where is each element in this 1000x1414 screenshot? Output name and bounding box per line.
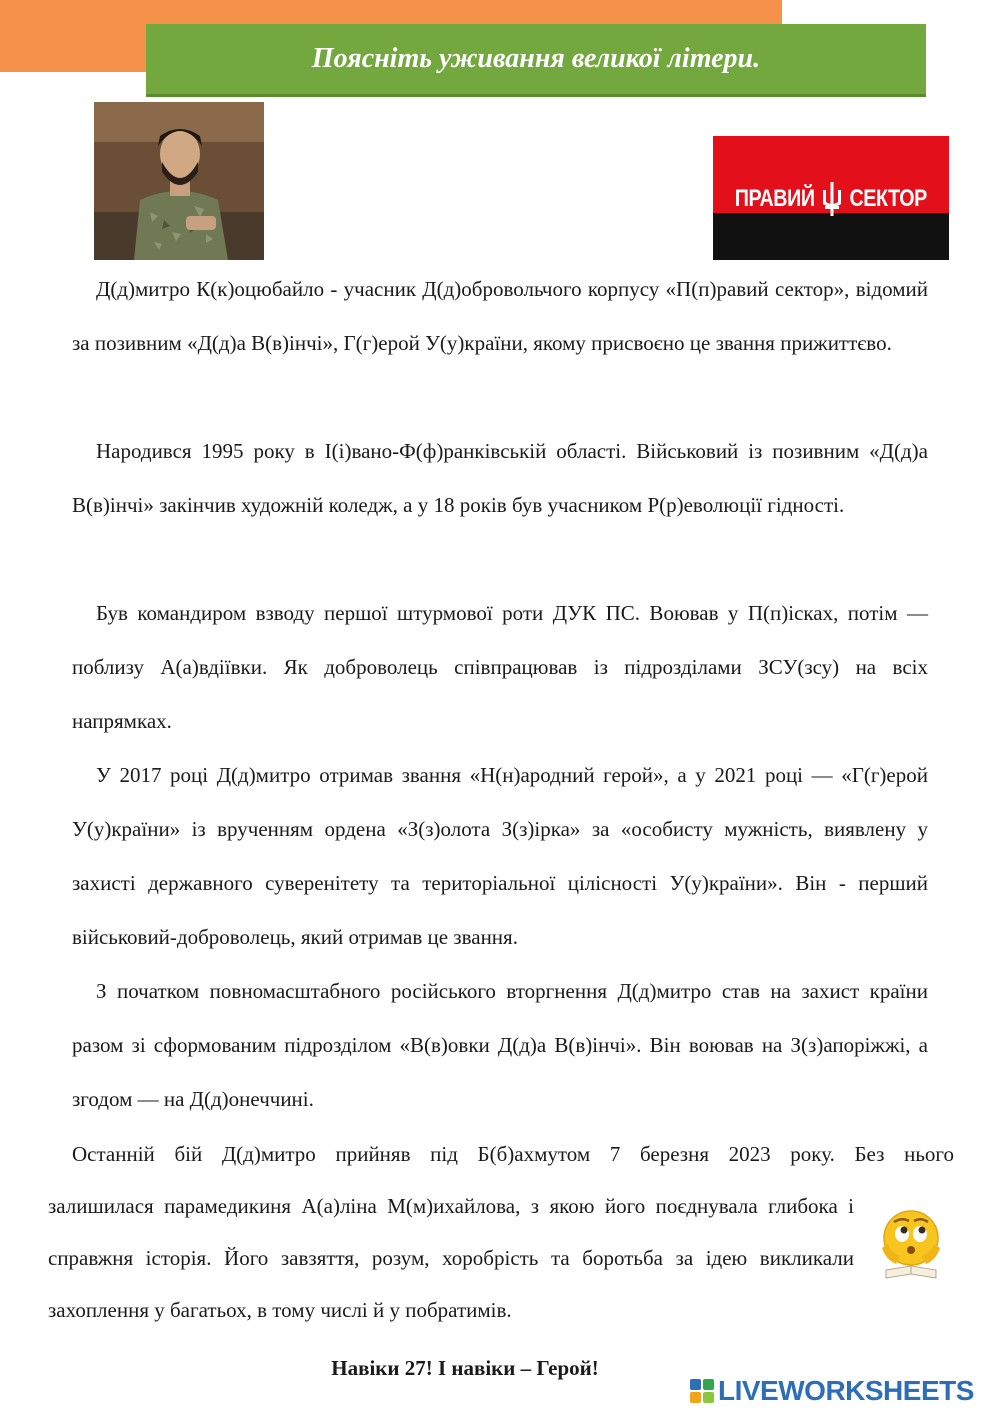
liveworksheets-blocks-icon (690, 1379, 714, 1403)
pravyi-sektor-logo (713, 136, 949, 260)
paragraph-6 (48, 1128, 954, 1336)
liveworksheets-watermark (690, 1374, 974, 1408)
paragraph-6-rest: залишилася парамедикиня А(а)ліна М(м)ихайлова, з якою його поєднувала глибока і справжня історія. Його завзяття, розум, хоробрість та боротьба за ідею викликали захоплення у багатьох, в тому числі й у побратимів. (48, 1194, 854, 1322)
page-title: Поясніть уживання великої літери. (311, 43, 761, 74)
closing-motto: Навіки 27! І навіки – Герой! (331, 1356, 599, 1380)
paragraph-2: Народився 1995 року в І(і)вано-Ф(ф)ранківській області. Військовий із позивним «Д(д)а В(в)інчі» закінчив художній коледж, а у 18 років був учасником Р(р)еволюції гідності. (72, 439, 928, 517)
paragraph-1: Д(д)митро К(к)оцюбайло - учасник Д(д)обровольчого корпусу «П(п)равий сектор», відомий за позивним «Д(д)а В(в)інчі», Г(г)ерой У(у)країни, якому присвоєно це звання прижиттєво. (72, 277, 928, 355)
trident-sword-icon (819, 182, 845, 216)
paragraph-1-block (72, 262, 928, 370)
logo-left-word: ПРАВИЙ (734, 185, 815, 212)
thinking-face-icon (878, 1208, 944, 1280)
paragraph-6-first-line: Останній бій Д(д)митро прийняв під Б(б)ахмутом 7 березня 2023 року. Без нього (72, 1142, 954, 1166)
paragraph-4-block (72, 748, 928, 964)
paragraph-5: З початком повномасштабного російського вторгнення Д(д)митро став на захист країни разом зі сформованим підрозділом «В(в)овки Д(д)а В(в)інчі». Він воював на З(з)апоріжжі, а згодом — на Д(д)онеччині. (72, 979, 928, 1111)
soldier-photo (94, 102, 264, 260)
title-banner (146, 24, 926, 97)
logo-right-word: СЕКТОР (849, 185, 928, 212)
paragraph-4: У 2017 році Д(д)митро отримав звання «Н(н)ародний герой», а у 2021 році — «Г(г)ерой У(у)країни» із врученням ордена «З(з)олота З(з)ірка» за «особисту мужність, виявлену у захисті державного суверенітету та територіальної цілісності У(у)країни». Він - перший військовий-доброволець, який отримав це звання. (72, 763, 928, 949)
paragraph-2-block (72, 424, 928, 532)
paragraph-3-block (72, 586, 928, 748)
paragraph-5-block (72, 964, 928, 1126)
soldier-photo-illustration (94, 102, 264, 260)
logo-black-band (713, 213, 949, 260)
paragraph-3: Був командиром взводу першої штурмової роти ДУК ПС. Воював у П(п)ісках, потім — поблизу А(а)вдіївки. Як доброволець співпрацював із підрозділами ЗСУ(зсу) на всіх напрямках. (72, 601, 928, 733)
liveworksheets-text: LIVEWORKSHEETS (718, 1375, 974, 1406)
